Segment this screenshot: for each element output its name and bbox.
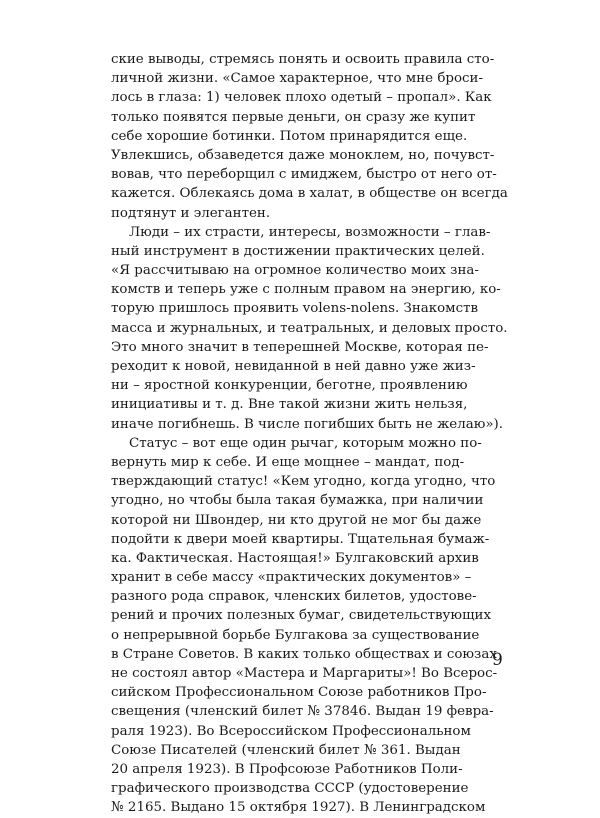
text-line: раля 1923). Во Всероссийском Профессиональном [111,723,471,739]
text-line: комств и теперь уже с полным правом на энергию, ко- [111,282,501,298]
text-line: сийском Профессиональном Союзе работников Про- [111,685,487,701]
text-line: тверждающий статус! «Кем угодно, когда угодно, что [111,474,496,490]
text-line: № 2165. Выдано 15 октября 1927). В Ленинградском [111,800,486,816]
text-line: которой ни Швондер, ни кто другой не мог бы даже [111,512,482,528]
text-line: масса и журнальных, и театральных, и деловых просто. [111,320,508,336]
text-line: о непрерывной борьбе Булгакова за существование [111,627,480,643]
text-line: Люди – их страсти, интересы, возможности – глав- [129,224,491,240]
text-line: ка. Фактическая. Настоящая!» Булгаковский архив [111,550,479,566]
text-line: иначе погибнешь. В числе погибших быть не желаю»). [111,416,504,432]
text-line: вернуть мир к себе. И еще мощнее – мандат, под- [111,454,465,470]
text-line: подойти к двери моей квартиры. Тщательная бумаж- [111,531,490,547]
text-line: ни – яростной конкуренции, беготне, проявлению [111,378,468,394]
text-line: реходит к новой, невиданной в ней давно уже жиз- [111,359,476,374]
text-line: только появятся первые деньги, он сразу же купит [111,109,476,125]
text-line: кажется. Облекаясь дома в халат, в обществе он всегда [111,186,508,202]
page-number: 9 [492,650,503,670]
body-text [111,50,508,818]
text-line: хранит в себе массу «практических документов» – [111,570,472,586]
text-line: Это много значит в теперешней Москве, которая пе- [111,339,489,355]
text-line: разного рода справок, членских билетов, удостове- [111,589,477,605]
text-line: в Стране Советов. В каких только обществах и союзах [111,646,497,662]
text-line: рений и прочих полезных бумаг, свидетельствующих [111,608,492,624]
text-line: подтянут и элегантен. [111,205,271,221]
text-line: ный инструмент в достижении практических целей. [111,243,485,259]
text-line: «Я рассчитываю на огромное количество моих зна- [111,263,479,279]
text-line: инициативы и т. д. Вне такой жизни жить нельзя, [111,397,468,413]
text-line: торую пришлось проявить volens-nolens. Знакомств [111,301,479,317]
text-line: не состоял автор «Мастера и Маргариты»! Во Всерос- [111,666,498,681]
text-line: Союзе Писателей (членский билет № 361. Выдан [111,742,461,758]
text-line: себе хорошие ботинки. Потом принарядится еще. [111,128,468,144]
text-line: ские выводы, стремясь понять и освоить правила сто- [111,52,495,67]
text-line: вовав, что переборщил с имиджем, быстро от него от- [111,167,497,183]
text-line: свещения (членский билет № 37846. Выдан 19 февра- [111,704,494,720]
text-line: Статус – вот еще один рычаг, которым можно по- [129,435,482,451]
text-line: угодно, но чтобы была такая бумажка, при наличии [111,493,484,509]
text-line: личной жизни. «Самое характерное, что мне броси- [111,71,483,87]
text-line: Увлекшись, обзаведется даже моноклем, но, почувст- [111,147,495,163]
text-line: графического производства СССР (удостоверение [111,781,469,797]
text-line: лось в глаза: 1) человек плохо одетый – пропал». Как [111,90,492,106]
text-line: 20 апреля 1923). В Профсоюзе Работников Поли- [111,761,463,777]
